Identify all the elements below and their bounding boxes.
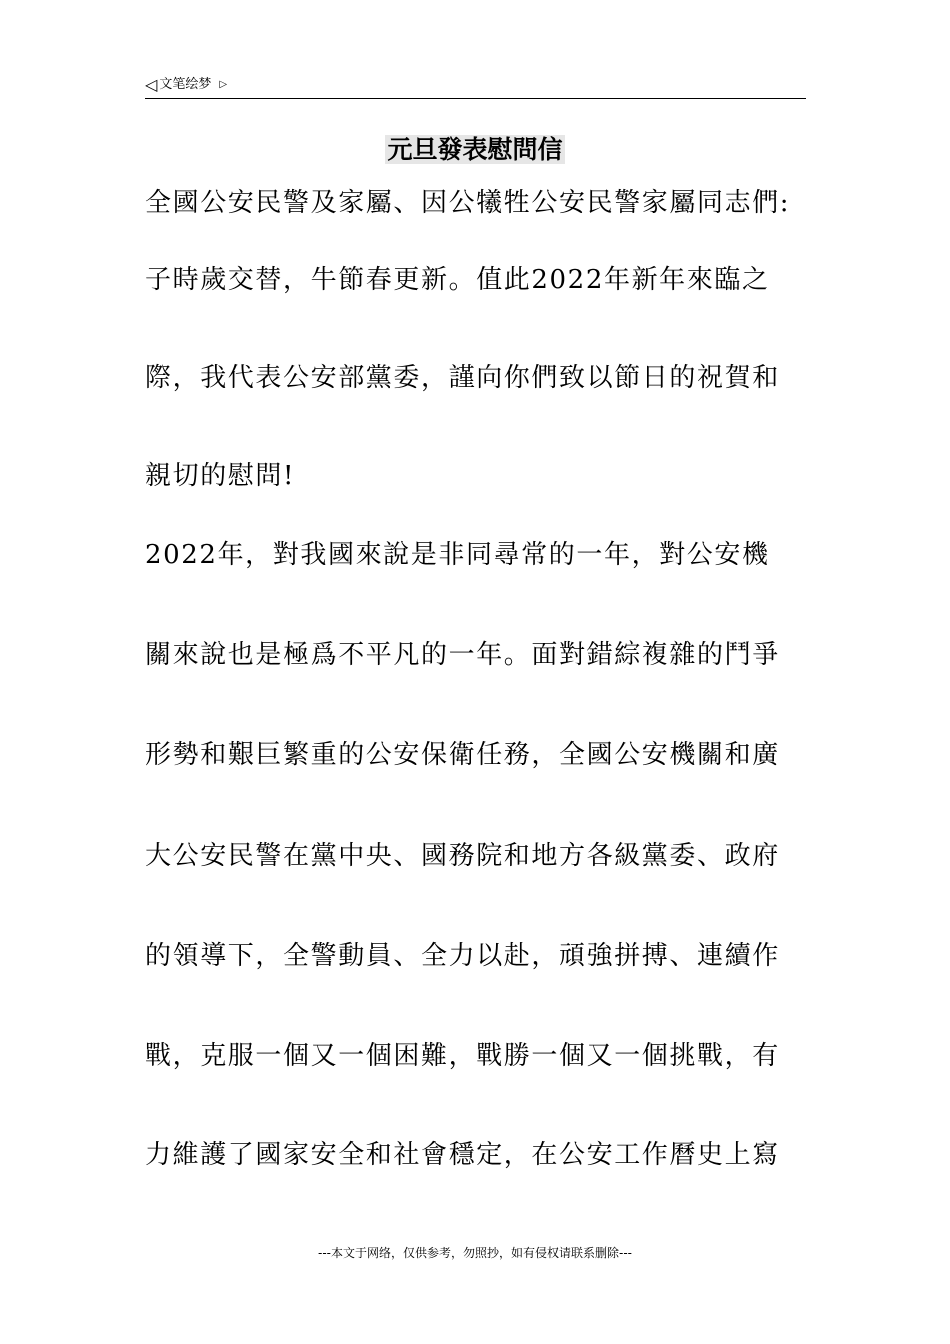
body-line-2: 子時歲交替，牛節春更新。值此2022年新年來臨之 [145,265,770,295]
body-line-11: 力維護了國家安全和社會穩定，在公安工作曆史上寫 [145,1140,780,1170]
title-text: 元旦發表慰問信 [387,135,563,164]
header-text: 文笔绘梦 [159,77,212,92]
document-title [0,130,950,170]
body-line-8: 大公安民警在黨中央、國務院和地方各級黨委、政府 [145,841,780,871]
body-line-4: 親切的慰問! [145,461,296,491]
body-line-10: 戰，克服一個又一個困難，戰勝一個又一個挑戰，有 [145,1041,780,1071]
triangle-left-icon: ◁ [145,75,158,94]
body-line-7: 形勢和艱巨繁重的公安保衛任務，全國公安機關和廣 [145,740,780,770]
body-line-9: 的領導下，全警動員、全力以赴，頑強拼搏、連續作 [145,941,780,971]
triangle-right-icon: ▷ [219,79,228,90]
body-line-1: 全國公安民警及家屬、因公犧牲公安民警家屬同志們: [145,188,791,218]
body-line-3: 際，我代表公安部黨委，謹向你們致以節日的祝賀和 [145,363,780,393]
body-line-5: 2022年，對我國來說是非同尋常的一年，對公安機 [145,540,770,570]
body-line-6: 關來說也是極爲不平凡的一年。面對錯綜複雜的鬥爭 [145,640,780,670]
page-header [145,74,806,99]
page-footer: ---本文于网络，仅供参考，勿照抄，如有侵权请联系删除--- [318,1246,632,1260]
